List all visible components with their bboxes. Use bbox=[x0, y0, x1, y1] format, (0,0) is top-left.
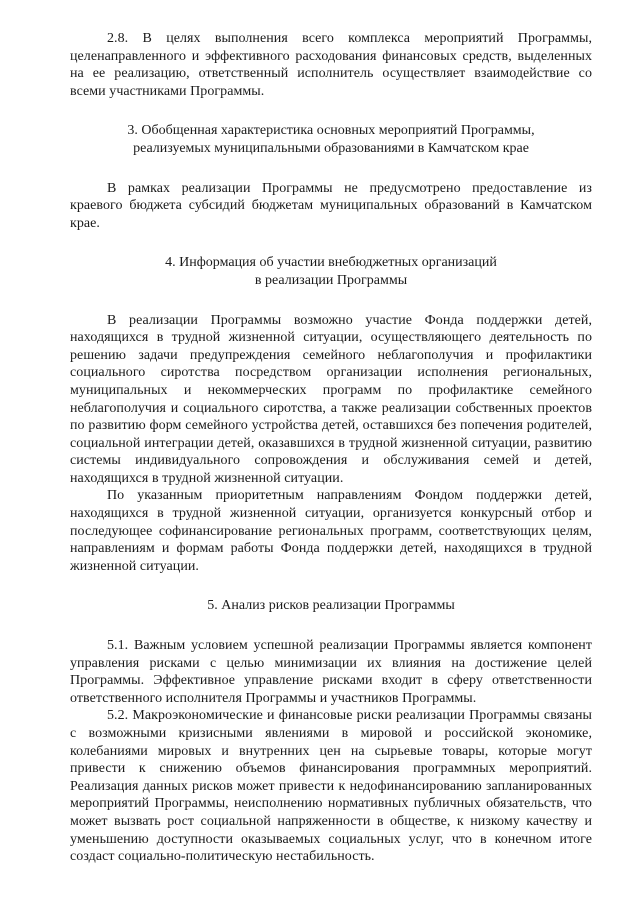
paragraph-4-body-2: По указанным приоритетным направлениям Фондом поддержки детей, находящихся в трудной жизненной ситуации, организуется конкурсный отбор и последующее софинансирование региональных программ, соответствующих целям, направлениям и формам работы Фонда поддержки детей, находящихся в трудной жизненной ситуации. bbox=[70, 488, 592, 574]
paragraph-4-body-1: В реализации Программы возможно участие Фонда поддержки детей, находящихся в трудной жизненной ситуации, осуществляющего деятельность по решению задачи предупреждения семейного неблагополучия и профилактики социального сиротства посредством организации исполнения региональных, муниципальных и некоммерческих программ по профилактике семейного неблагополучия и социального сиротства, а также реализации собственных проектов по развитию форм семейного устройства детей, оставшихся без попечения родителей, социальной интеграции детей, оказавшихся в трудной жизненной ситуации, развитию системы индивидуального сопровождения и обслуживания семей и детей, находящихся в трудной жизненной ситуации. bbox=[70, 312, 592, 486]
section-3-heading-line-1: 3. Обобщенная характеристика основных мероприятий Программы, bbox=[127, 123, 535, 139]
section-4-heading-line-1: 4. Информация об участии внебюджетных организаций bbox=[165, 255, 497, 271]
section-5-heading-line-1: 5. Анализ рисков реализации Программы bbox=[207, 598, 455, 614]
section-4-heading-line-2: в реализации Программы bbox=[254, 272, 408, 288]
paragraph-5-1: 5.1. Важным условием успешной реализации Программы является компонент управления рисками с целью минимизации их влияния на достижение целей Программы. Эффективное управление рисками входит в сферу ответственности ответственного исполнителя Программы и участников Программы. bbox=[70, 638, 592, 706]
paragraph-2-8: 2.8. В целях выполнения всего комплекса мероприятий Программы, целенаправленного и эффективного расходования финансовых средств, выделенных на ее реализацию, ответственный исполнитель осуществляет взаимодействие со всеми участниками Программы. bbox=[70, 31, 592, 99]
document-page bbox=[70, 30, 592, 866]
section-4-heading bbox=[70, 254, 592, 289]
section-5-heading bbox=[70, 597, 592, 615]
paragraph-5-2: 5.2. Макроэкономические и финансовые риски реализации Программы связаны с возможными кризисными явлениями в мировой и российской экономике, колебаниями мировых и внутренних цен на сырьевые товары, которые могут привести к снижению объемов финансирования программных мероприятий. Реализация данных рисков может привести к недофинансированию запланированных мероприятий Программы, неисполнению нормативных публичных обязательств, что может вызвать рост социальной напряженности в обществе, к низкому качеству и уменьшению доступности оказываемых социальных услуг, что в конечном итоге создаст социально-политическую нестабильность. bbox=[70, 708, 592, 865]
section-3-heading-line-2: реализуемых муниципальными образованиями в Камчатском крае bbox=[133, 140, 529, 156]
section-3-heading bbox=[70, 122, 592, 157]
paragraph-3-body: В рамках реализации Программы не предусмотрено предоставление из краевого бюджета субсидий бюджетам муниципальных образований в Камчатском крае. bbox=[70, 180, 592, 231]
